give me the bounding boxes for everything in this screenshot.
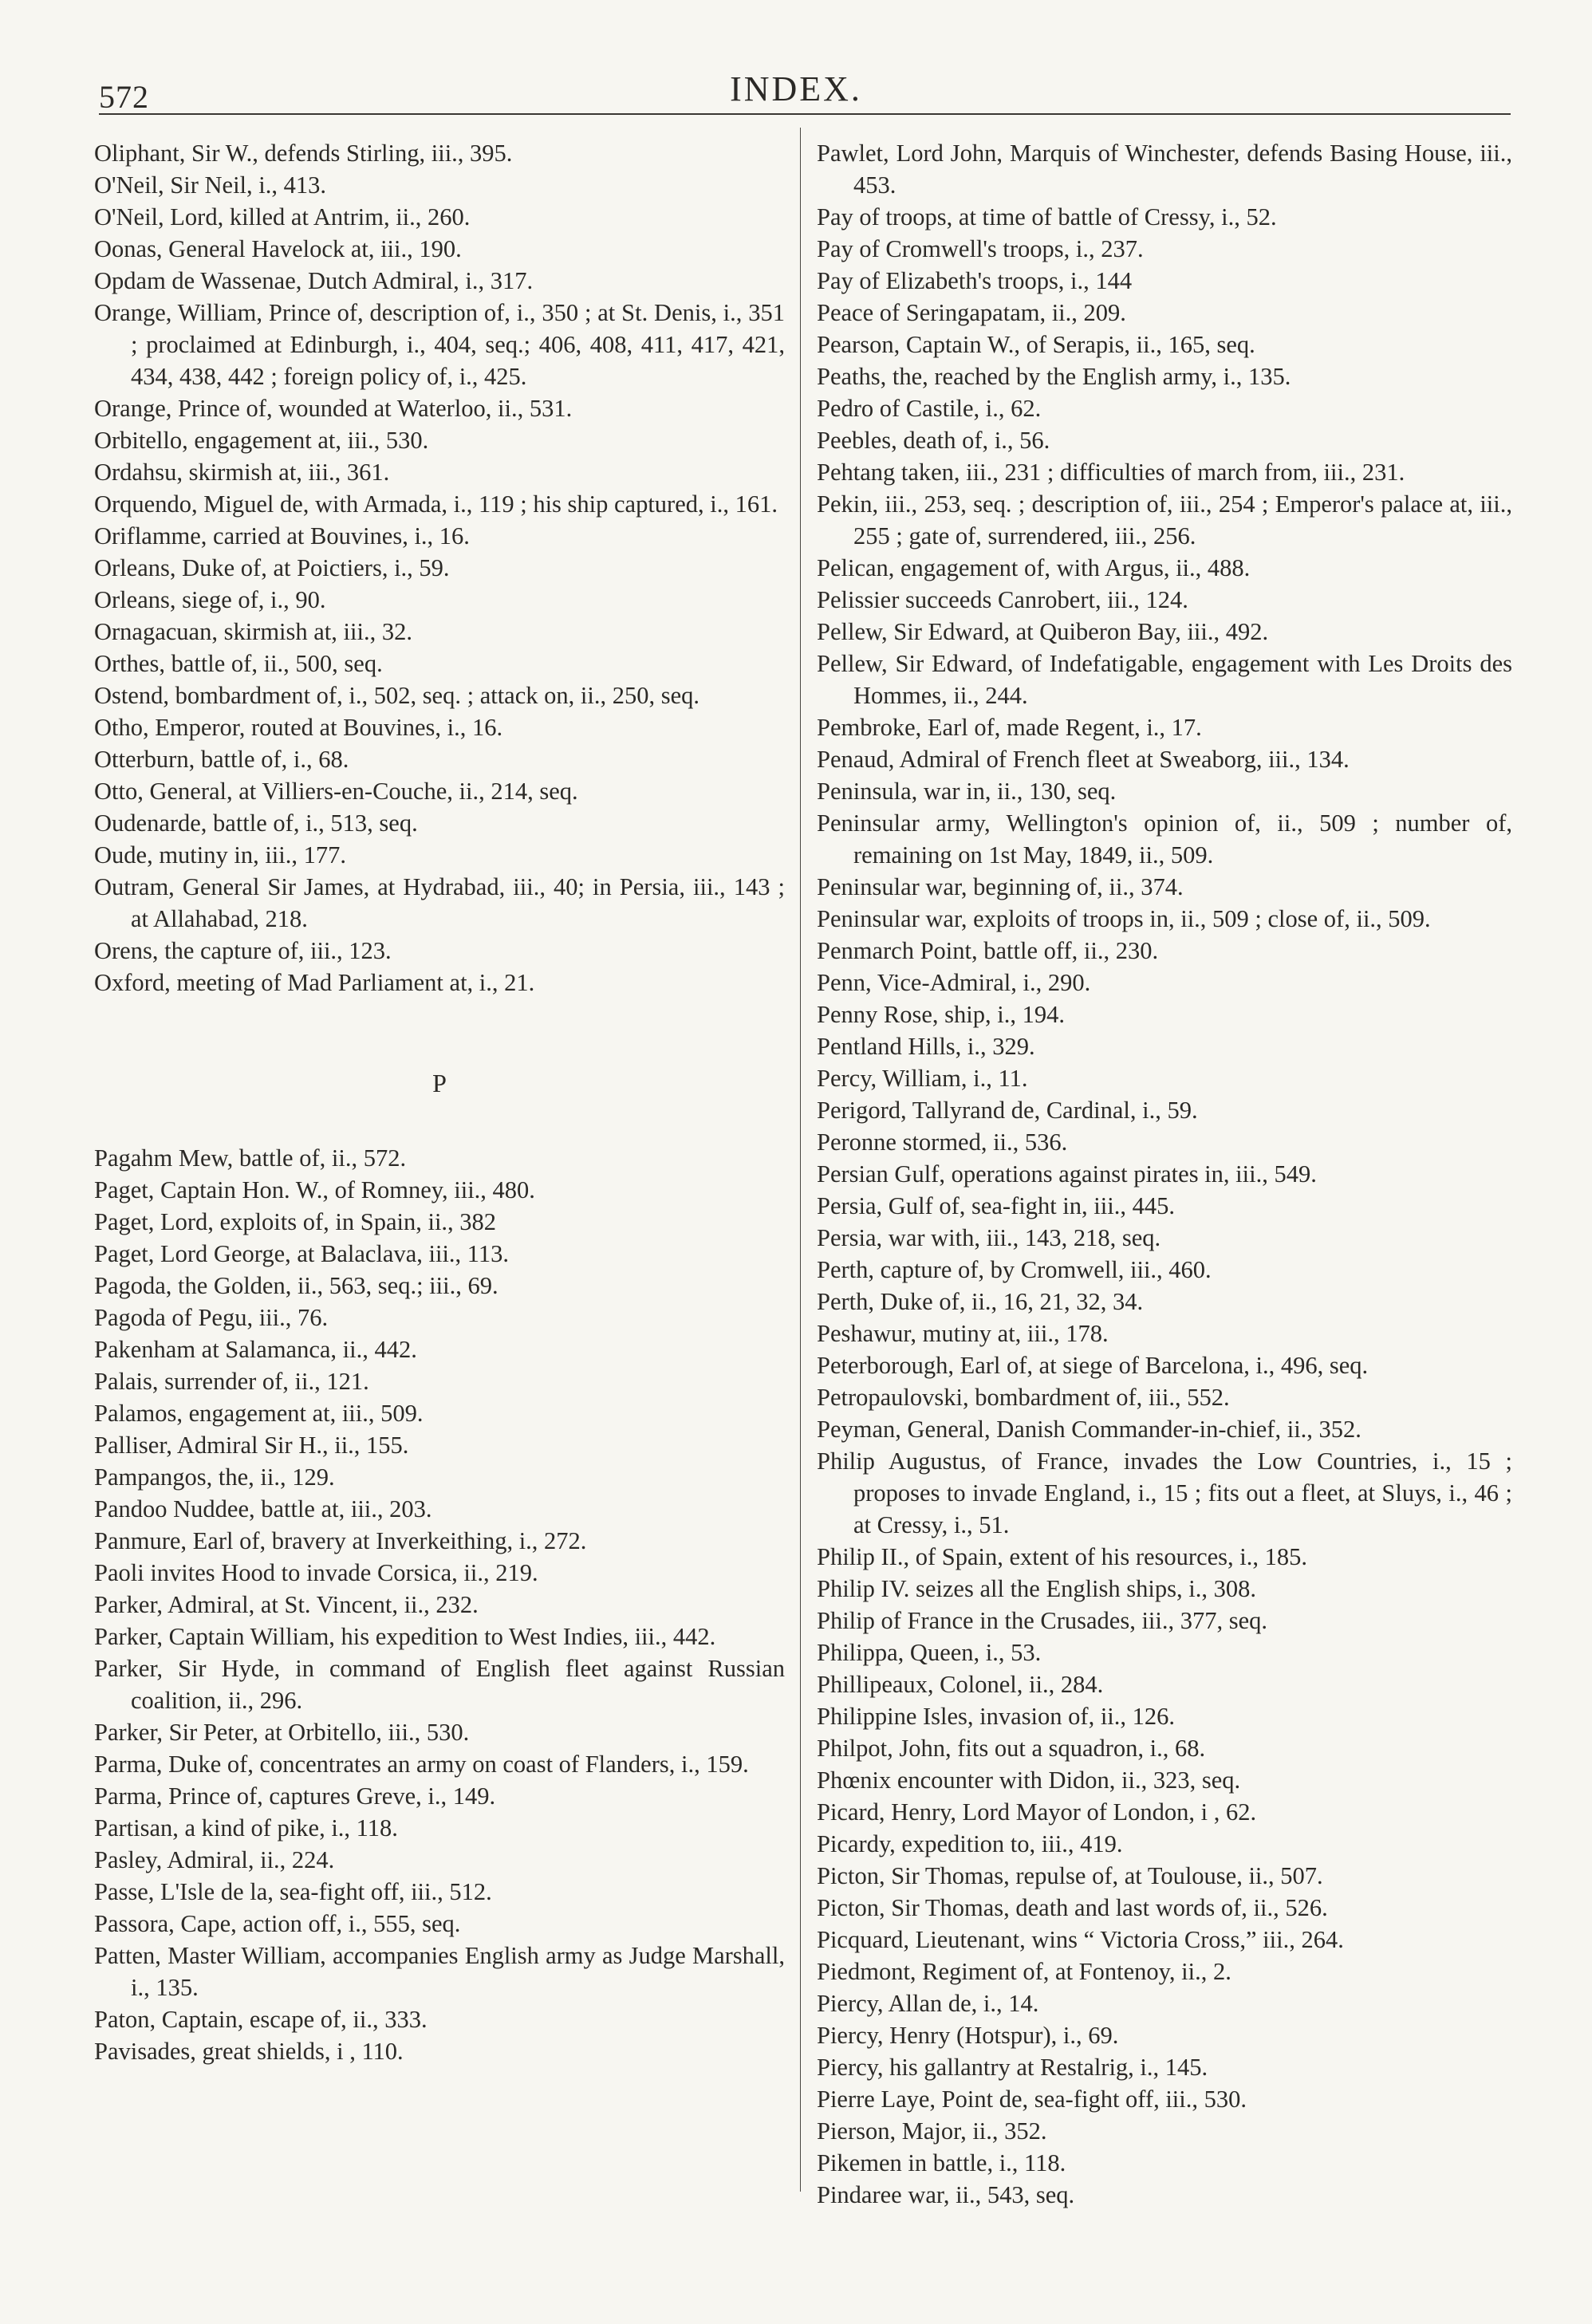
index-entry: Piercy, Allan de, i., 14. bbox=[817, 1990, 1039, 2017]
index-entry: Oliphant, Sir W., defends Stirling, iii., 395. bbox=[94, 140, 513, 167]
index-entry: Peninsular war, exploits of troops in, ii., 509 ; close of, ii., 509. bbox=[817, 905, 1431, 932]
index-entry: Peaths, the, reached by the English army, i., 135. bbox=[817, 363, 1291, 390]
index-entry: Parma, Prince of, captures Greve, i., 149. bbox=[94, 1782, 496, 1810]
index-entry: Peninsular army, Wellington's opinion of, ii., 509 ; number of, remaining on 1st May, 1849, ii., 509. bbox=[817, 809, 1512, 869]
index-entry: Petropaulovski, bombardment of, iii., 552. bbox=[817, 1384, 1230, 1411]
index-entry: Pierre Laye, Point de, sea-fight off, iii., 530. bbox=[817, 2086, 1247, 2113]
index-entry: Pavisades, great shields, i , 110. bbox=[94, 2038, 404, 2065]
index-entry: Parker, Captain William, his expedition to West Indies, iii., 442. bbox=[94, 1623, 716, 1650]
index-entry: Penmarch Point, battle off, ii., 230. bbox=[817, 937, 1159, 964]
index-entry: Orens, the capture of, iii., 123. bbox=[94, 937, 392, 964]
index-entry: Penn, Vice-Admiral, i., 290. bbox=[817, 969, 1091, 996]
index-entry: Orleans, siege of, i., 90. bbox=[94, 586, 326, 613]
index-entry: Paget, Captain Hon. W., of Romney, iii., 480. bbox=[94, 1176, 535, 1203]
page-title: INDEX. bbox=[730, 69, 862, 108]
index-entry: Peninsula, war in, ii., 130, seq. bbox=[817, 778, 1117, 805]
index-entry: Philpot, John, fits out a squadron, i., 68. bbox=[817, 1735, 1206, 1762]
index-entry: Passe, L'Isle de la, sea-fight off, iii., 512. bbox=[94, 1878, 492, 1905]
index-entry: Oonas, General Havelock at, iii., 190. bbox=[94, 235, 462, 262]
index-entry: Parma, Duke of, concentrates an army on coast of Flanders, i., 159. bbox=[94, 1751, 749, 1778]
index-entry: Piercy, Henry (Hotspur), i., 69. bbox=[817, 2022, 1119, 2049]
index-entry: Paoli invites Hood to invade Corsica, ii., 219. bbox=[94, 1559, 538, 1586]
index-entry: Opdam de Wassenae, Dutch Admiral, i., 317. bbox=[94, 267, 534, 294]
index-entry: Picard, Henry, Lord Mayor of London, i , 62. bbox=[817, 1798, 1257, 1826]
index-entry: Orquendo, Miguel de, with Armada, i., 119 ; his ship captured, i., 161. bbox=[94, 490, 778, 518]
right-column bbox=[817, 137, 1512, 2211]
index-entry: Orleans, Duke of, at Poictiers, i., 59. bbox=[94, 554, 450, 581]
index-entry: Peebles, death of, i., 56. bbox=[817, 427, 1050, 454]
index-entry: Passora, Cape, action off, i., 555, seq. bbox=[94, 1910, 461, 1937]
index-entry: Pay of Elizabeth's troops, i., 144 bbox=[817, 267, 1133, 294]
index-entry: Perth, Duke of, ii., 16, 21, 32, 34. bbox=[817, 1288, 1144, 1315]
left-column bbox=[94, 137, 785, 2067]
index-entry: Persia, Gulf of, sea-fight in, iii., 445. bbox=[817, 1192, 1175, 1219]
index-entry: Oriflamme, carried at Bouvines, i., 16. bbox=[94, 522, 470, 549]
index-entry: Pikemen in battle, i., 118. bbox=[817, 2149, 1066, 2176]
index-entry: Perth, capture of, by Cromwell, iii., 460. bbox=[817, 1256, 1212, 1283]
index-entry: Paget, Lord, exploits of, in Spain, ii., 382 bbox=[94, 1208, 497, 1235]
index-entry: Parker, Admiral, at St. Vincent, ii., 232. bbox=[94, 1591, 479, 1618]
index-entry: Picardy, expedition to, iii., 419. bbox=[817, 1830, 1123, 1857]
index-entry: Peshawur, mutiny at, iii., 178. bbox=[817, 1320, 1109, 1347]
index-entry: Picton, Sir Thomas, repulse of, at Toulouse, ii., 507. bbox=[817, 1862, 1323, 1889]
index-entry: O'Neil, Sir Neil, i., 413. bbox=[94, 171, 326, 199]
index-entry: Picquard, Lieutenant, wins “ Victoria Cross,” iii., 264. bbox=[817, 1926, 1344, 1953]
index-entry: Philip II., of Spain, extent of his resources, i., 185. bbox=[817, 1543, 1307, 1570]
index-entry: Philippa, Queen, i., 53. bbox=[817, 1639, 1042, 1666]
index-entry: Pay of troops, at time of battle of Cressy, i., 52. bbox=[817, 203, 1277, 230]
index-entry: Panmure, Earl of, bravery at Inverkeithing, i., 272. bbox=[94, 1527, 587, 1554]
index-entry: Pedro of Castile, i., 62. bbox=[817, 395, 1042, 422]
index-entry: Pentland Hills, i., 329. bbox=[817, 1033, 1035, 1060]
index-entry: O'Neil, Lord, killed at Antrim, ii., 260. bbox=[94, 203, 471, 230]
index-entry: Peninsular war, beginning of, ii., 374. bbox=[817, 873, 1184, 900]
index-entry: Orange, Prince of, wounded at Waterloo, ii., 531. bbox=[94, 395, 573, 422]
index-entry: Pekin, iii., 253, seq. ; description of, iii., 254 ; Emperor's palace at, iii., 255 ; gate of, surrendered, iii., 256. bbox=[817, 490, 1512, 549]
index-entry: Outram, General Sir James, at Hydrabad, iii., 40; in Persia, iii., 143 ; at Allahabad, 218. bbox=[94, 873, 785, 932]
index-entry: Parker, Sir Hyde, in command of English fleet against Russian coalition, ii., 296. bbox=[94, 1655, 785, 1714]
index-entry: Persia, war with, iii., 143, 218, seq. bbox=[817, 1224, 1161, 1251]
column-divider bbox=[800, 128, 801, 2192]
index-entry: Oudenarde, battle of, i., 513, seq. bbox=[94, 809, 418, 837]
index-entry: Persian Gulf, operations against pirates in, iii., 549. bbox=[817, 1160, 1317, 1188]
index-entry: Phœnix encounter with Didon, ii., 323, seq. bbox=[817, 1767, 1241, 1794]
right-p-entries bbox=[817, 137, 1512, 2211]
index-entry: Parker, Sir Peter, at Orbitello, iii., 530. bbox=[94, 1719, 470, 1746]
index-entry: Piedmont, Regiment of, at Fontenoy, ii., 2. bbox=[817, 1958, 1231, 1985]
index-entry: Pierson, Major, ii., 352. bbox=[817, 2117, 1047, 2145]
index-entry: Otto, General, at Villiers-en-Couche, ii., 214, seq. bbox=[94, 778, 578, 805]
index-entry: Orange, William, Prince of, description of, i., 350 ; at St. Denis, i., 351 ; proclaimed at Edinburgh, i., 404, seq.; 406, 408, 411, 417, 421, 434, 438, 442 ; foreign policy of, i., 425. bbox=[94, 299, 785, 390]
index-entry: Pakenham at Salamanca, ii., 442. bbox=[94, 1336, 417, 1363]
index-entry: Pandoo Nuddee, battle at, iii., 203. bbox=[94, 1495, 432, 1522]
index-entry: Partisan, a kind of pike, i., 118. bbox=[94, 1814, 398, 1841]
index-entry: Pampangos, the, ii., 129. bbox=[94, 1463, 335, 1491]
index-entry: Ordahsu, skirmish at, iii., 361. bbox=[94, 459, 390, 486]
index-entry: Peyman, General, Danish Commander-in-chief, ii., 352. bbox=[817, 1416, 1361, 1443]
index-entry: Orthes, battle of, ii., 500, seq. bbox=[94, 650, 383, 677]
index-entry: Peace of Seringapatam, ii., 209. bbox=[817, 299, 1126, 326]
index-entry: Pelican, engagement of, with Argus, ii., 488. bbox=[817, 554, 1251, 581]
index-entry: Paton, Captain, escape of, ii., 333. bbox=[94, 2006, 428, 2033]
index-entry: Orbitello, engagement at, iii., 530. bbox=[94, 427, 429, 454]
index-entry: Palliser, Admiral Sir H., ii., 155. bbox=[94, 1432, 409, 1459]
index-entry: Philip Augustus, of France, invades the Low Countries, i., 15 ; proposes to invade England, i., 15 ; fits out a fleet, at Sluys, i., 46 ; at Cressy, i., 51. bbox=[817, 1448, 1512, 1538]
index-entry: Peronne stormed, ii., 536. bbox=[817, 1129, 1068, 1156]
index-entry: Pellew, Sir Edward, of Indefatigable, engagement with Les Droits des Hommes, ii., 244. bbox=[817, 650, 1512, 709]
index-entry: Ornagacuan, skirmish at, iii., 32. bbox=[94, 618, 412, 645]
index-entry: Perigord, Tallyrand de, Cardinal, i., 59. bbox=[817, 1097, 1198, 1124]
index-entry: Penny Rose, ship, i., 194. bbox=[817, 1001, 1065, 1028]
index-entry: Otterburn, battle of, i., 68. bbox=[94, 746, 349, 773]
index-entry: Oxford, meeting of Mad Parliament at, i., 21. bbox=[94, 969, 535, 996]
header-rule bbox=[99, 113, 1511, 115]
index-entry: Patten, Master William, accompanies English army as Judge Marshall, i., 135. bbox=[94, 1942, 785, 2001]
index-entry: Pindaree war, ii., 543, seq. bbox=[817, 2181, 1075, 2208]
index-entry: Oude, mutiny in, iii., 177. bbox=[94, 841, 347, 869]
index-entry: Piercy, his gallantry at Restalrig, i., 145. bbox=[817, 2054, 1208, 2081]
left-o-entries bbox=[94, 137, 785, 999]
index-entry: Pagoda, the Golden, ii., 563, seq.; iii., 69. bbox=[94, 1272, 498, 1299]
index-entry: Pasley, Admiral, ii., 224. bbox=[94, 1846, 335, 1873]
index-entry: Palais, surrender of, ii., 121. bbox=[94, 1368, 369, 1395]
index-entry: Paget, Lord George, at Balaclava, iii., 113. bbox=[94, 1240, 510, 1267]
index-entry: Pellew, Sir Edward, at Quiberon Bay, iii., 492. bbox=[817, 618, 1269, 645]
index-entry: Philip of France in the Crusades, iii., 377, seq. bbox=[817, 1607, 1268, 1634]
index-entry: Ostend, bombardment of, i., 502, seq. ; attack on, ii., 250, seq. bbox=[94, 682, 699, 709]
page-number: 572 bbox=[99, 79, 149, 115]
index-entry: Philippine Isles, invasion of, ii., 126. bbox=[817, 1703, 1176, 1730]
index-entry: Penaud, Admiral of French fleet at Sweaborg, iii., 134. bbox=[817, 746, 1350, 773]
index-entry: Philip IV. seizes all the English ships, i., 308. bbox=[817, 1575, 1256, 1602]
index-entry: Otho, Emperor, routed at Bouvines, i., 16. bbox=[94, 714, 503, 741]
index-entry: Palamos, engagement at, iii., 509. bbox=[94, 1400, 424, 1427]
index-entry: Pagoda of Pegu, iii., 76. bbox=[94, 1304, 329, 1331]
index-entry: Pawlet, Lord John, Marquis of Winchester, defends Basing House, iii., 453. bbox=[817, 140, 1512, 199]
index-entry: Pelissier succeeds Canrobert, iii., 124. bbox=[817, 586, 1188, 613]
index-entry: Pay of Cromwell's troops, i., 237. bbox=[817, 235, 1144, 262]
index-entry: Pearson, Captain W., of Serapis, ii., 165, seq. bbox=[817, 331, 1255, 358]
index-entry: Pagahm Mew, battle of, ii., 572. bbox=[94, 1144, 407, 1172]
left-p-entries bbox=[94, 1142, 785, 2067]
index-entry: Percy, William, i., 11. bbox=[817, 1065, 1028, 1092]
index-entry: Picton, Sir Thomas, death and last words of, ii., 526. bbox=[817, 1894, 1328, 1921]
index-entry: Peterborough, Earl of, at siege of Barcelona, i., 496, seq. bbox=[817, 1352, 1369, 1379]
section-letter: P bbox=[432, 1069, 447, 1097]
index-entry: Phillipeaux, Colonel, ii., 284. bbox=[817, 1671, 1104, 1698]
index-entry: Pembroke, Earl of, made Regent, i., 17. bbox=[817, 714, 1202, 741]
index-entry: Pehtang taken, iii., 231 ; difficulties of march from, iii., 231. bbox=[817, 459, 1405, 486]
